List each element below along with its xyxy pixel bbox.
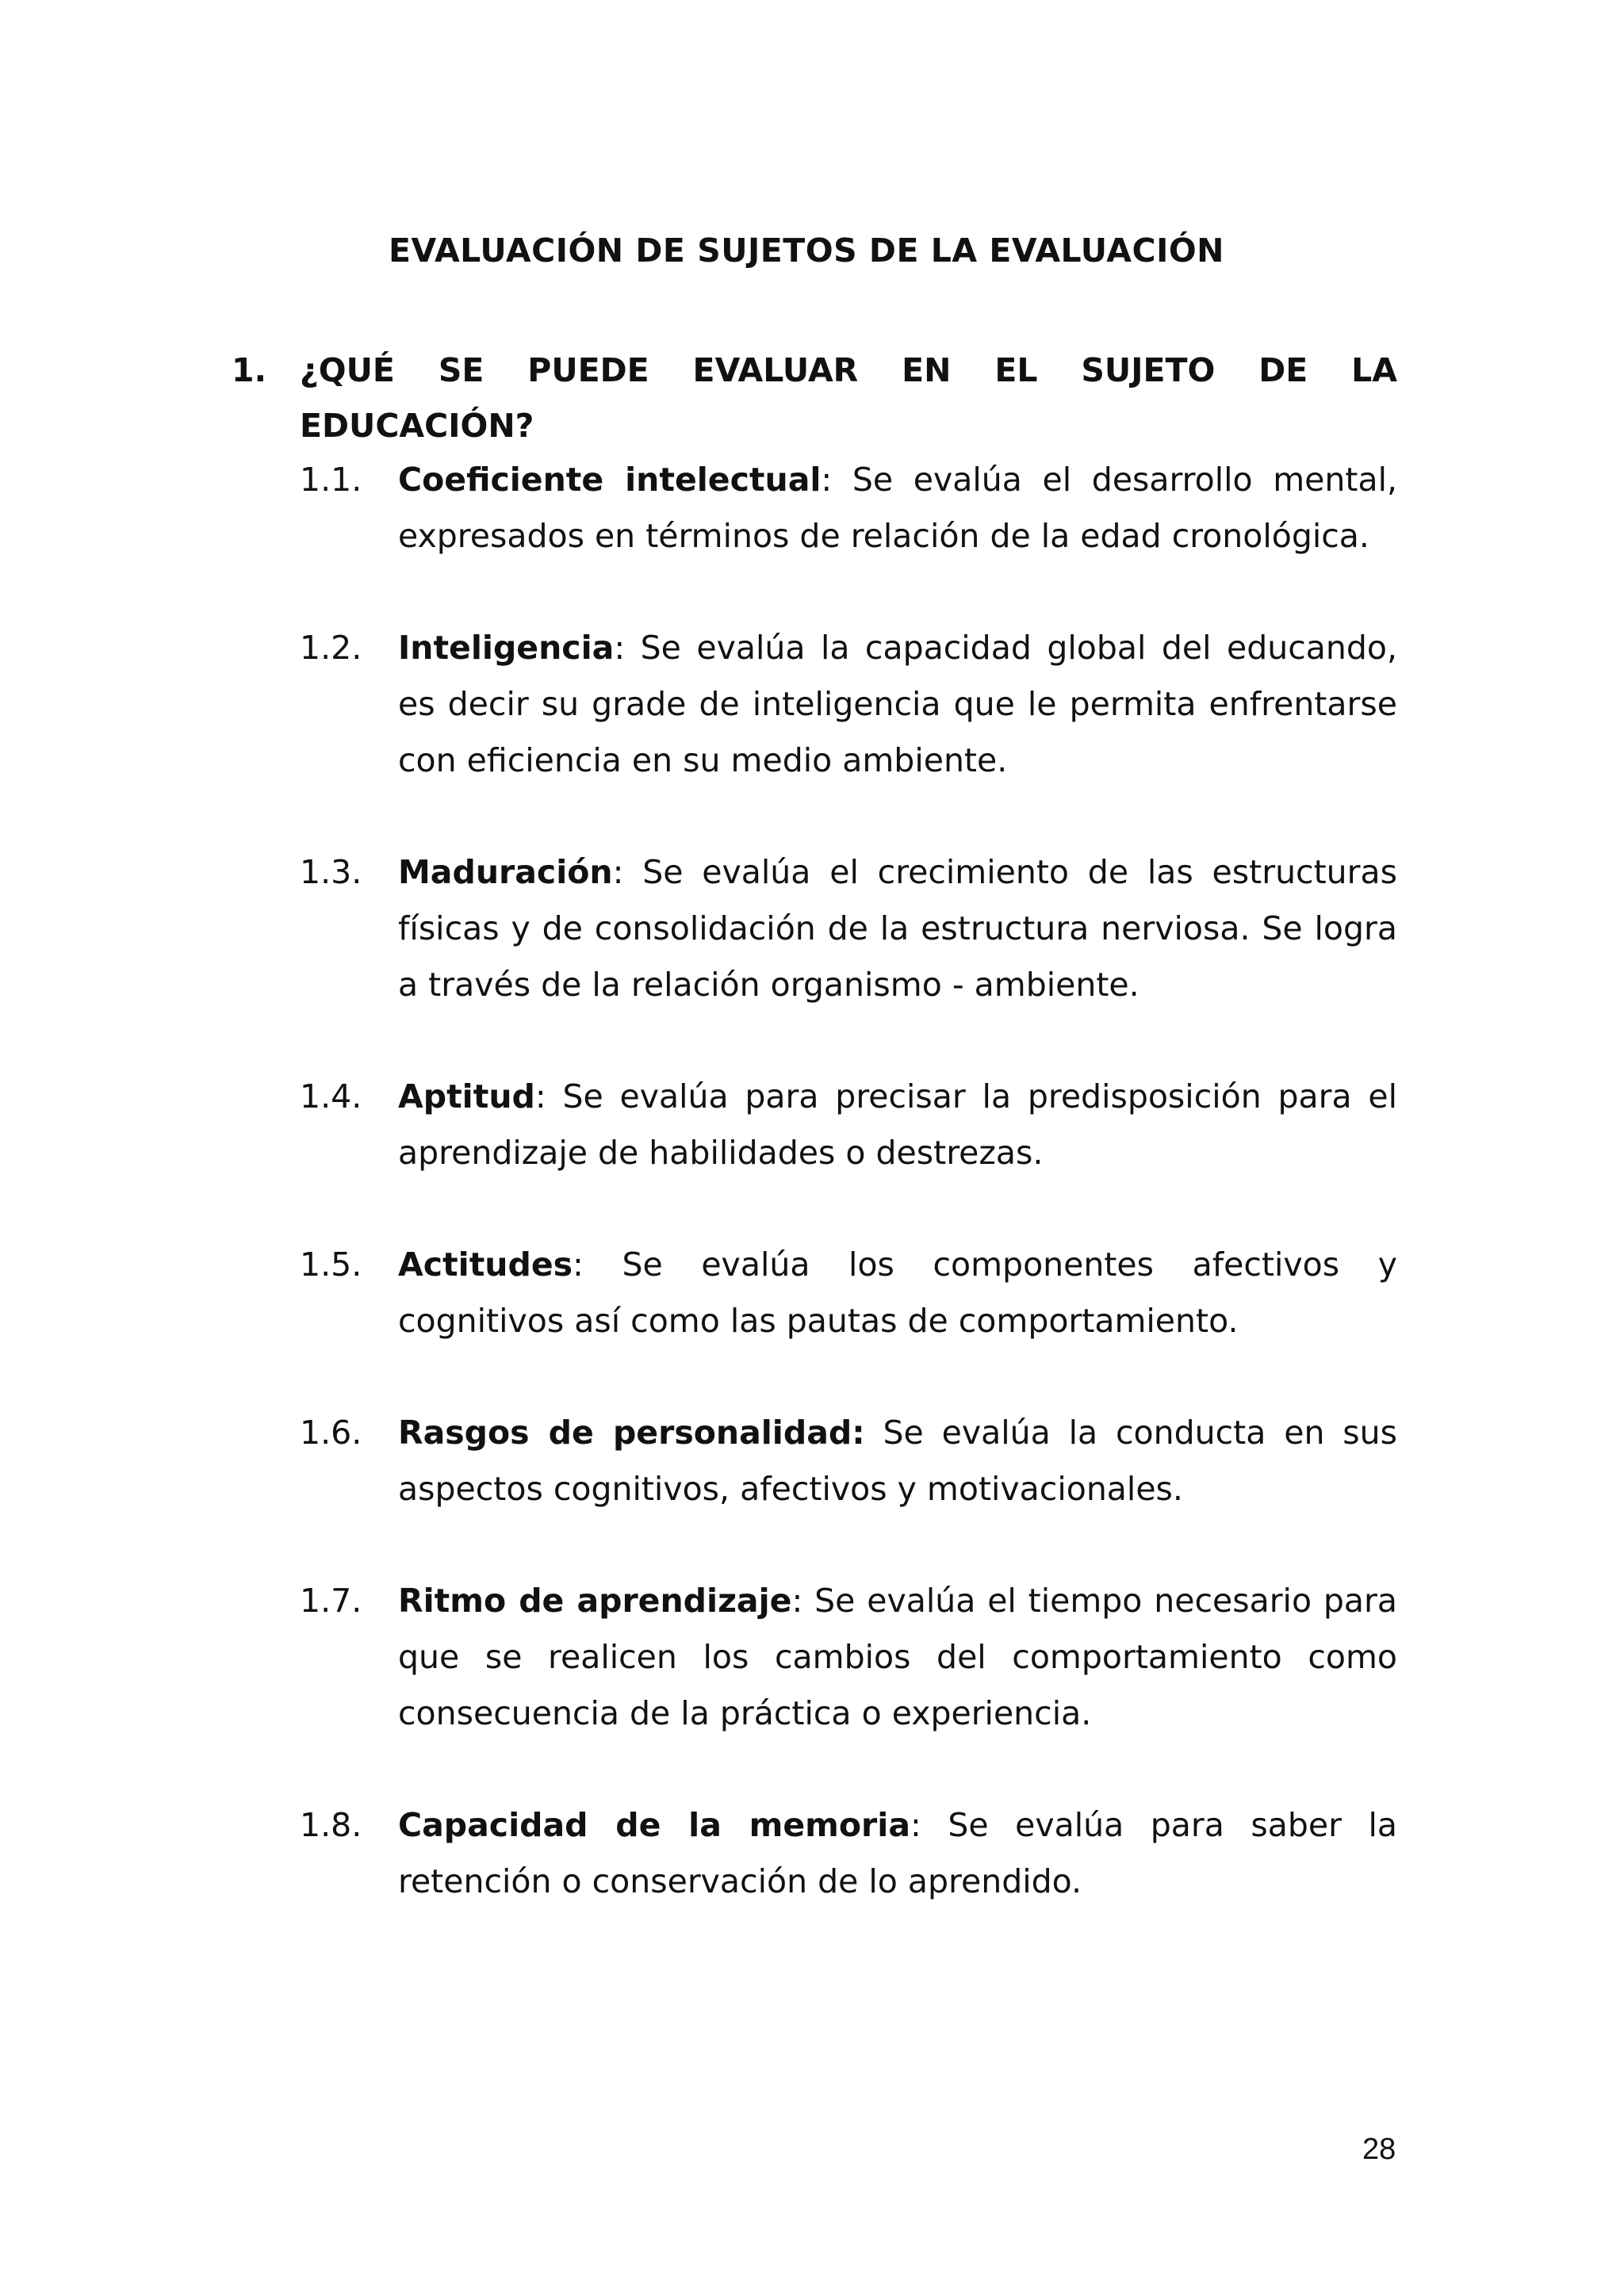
item-separator: : (614, 629, 626, 667)
item-number: 1.1. (300, 461, 362, 499)
item-body (398, 452, 1397, 564)
item-number: 1.3. (300, 853, 362, 891)
item-separator: : (821, 461, 833, 499)
item-term: Aptitud (398, 1077, 535, 1115)
section-number: 1. (232, 351, 267, 389)
list-item (300, 1237, 1397, 1349)
item-term: Coeficiente intelectual (398, 461, 822, 499)
item-text: Se evalúa para saber la retención o conservación de lo aprendido. (398, 1806, 1397, 1900)
item-body (398, 1069, 1397, 1181)
item-number: 1.5. (300, 1246, 362, 1284)
item-term: Rasgos de personalidad: (398, 1414, 865, 1452)
item-body (398, 1405, 1397, 1517)
section-heading-line2: EDUCACIÓN? (300, 407, 534, 445)
item-number: 1.6. (300, 1414, 362, 1452)
item-separator: : (612, 853, 624, 891)
item-body (398, 1573, 1397, 1742)
item-term: Maduración (398, 853, 613, 891)
page-number: 28 (1362, 2133, 1396, 2166)
item-number: 1.4. (300, 1077, 362, 1115)
section-heading-line1: ¿QUÉ SE PUEDE EVALUAR EN EL SUJETO DE LA (300, 351, 1397, 389)
list-item (300, 844, 1397, 1013)
item-term: Capacidad de la memoria (398, 1806, 910, 1844)
item-number: 1.7. (300, 1582, 362, 1620)
section-heading (232, 342, 1397, 453)
item-body (398, 1797, 1397, 1910)
item-body (398, 1237, 1397, 1349)
item-list (300, 452, 1397, 1965)
list-item (300, 620, 1397, 789)
item-text: Se evalúa el crecimiento de las estructuras físicas y de consolidación de la estructura nerviosa. Se logra a través de la relación organismo - ambiente. (398, 853, 1397, 1004)
item-text: Se evalúa los componentes afectivos y cognitivos así como las pautas de comportamiento. (398, 1246, 1397, 1340)
item-term: Actitudes (398, 1246, 573, 1284)
item-text: Se evalúa para precisar la predisposición para el aprendizaje de habilidades o destrezas. (398, 1077, 1397, 1172)
item-text: Se evalúa la capacidad global del educando, es decir su grade de inteligencia que le permita enfrentarse con eficiencia en su medio ambiente. (398, 629, 1397, 779)
item-separator: : (534, 1077, 546, 1115)
item-text: Se evalúa el desarrollo mental, expresados en términos de relación de la edad cronológica. (398, 461, 1397, 555)
item-number: 1.8. (300, 1806, 362, 1844)
list-item (300, 1573, 1397, 1742)
item-text: Se evalúa la conducta en sus aspectos cognitivos, afectivos y motivacionales. (398, 1414, 1398, 1508)
document-title: EVALUACIÓN DE SUJETOS DE LA EVALUACIÓN (389, 232, 1224, 270)
item-separator: : (573, 1246, 584, 1284)
item-body (398, 844, 1397, 1013)
item-separator: : (791, 1582, 803, 1620)
list-item (300, 452, 1397, 564)
item-number: 1.2. (300, 629, 362, 667)
section-heading-text (300, 342, 1397, 453)
list-item (300, 1797, 1397, 1910)
item-term: Ritmo de aprendizaje (398, 1582, 792, 1620)
item-term: Inteligencia (398, 629, 615, 667)
list-item (300, 1405, 1397, 1517)
list-item (300, 1069, 1397, 1181)
item-text: Se evalúa el tiempo necesario para que se realicen los cambios del comportamiento como consecuencia de la práctica o experiencia. (398, 1582, 1398, 1732)
item-separator: : (910, 1806, 921, 1844)
item-body (398, 620, 1397, 789)
